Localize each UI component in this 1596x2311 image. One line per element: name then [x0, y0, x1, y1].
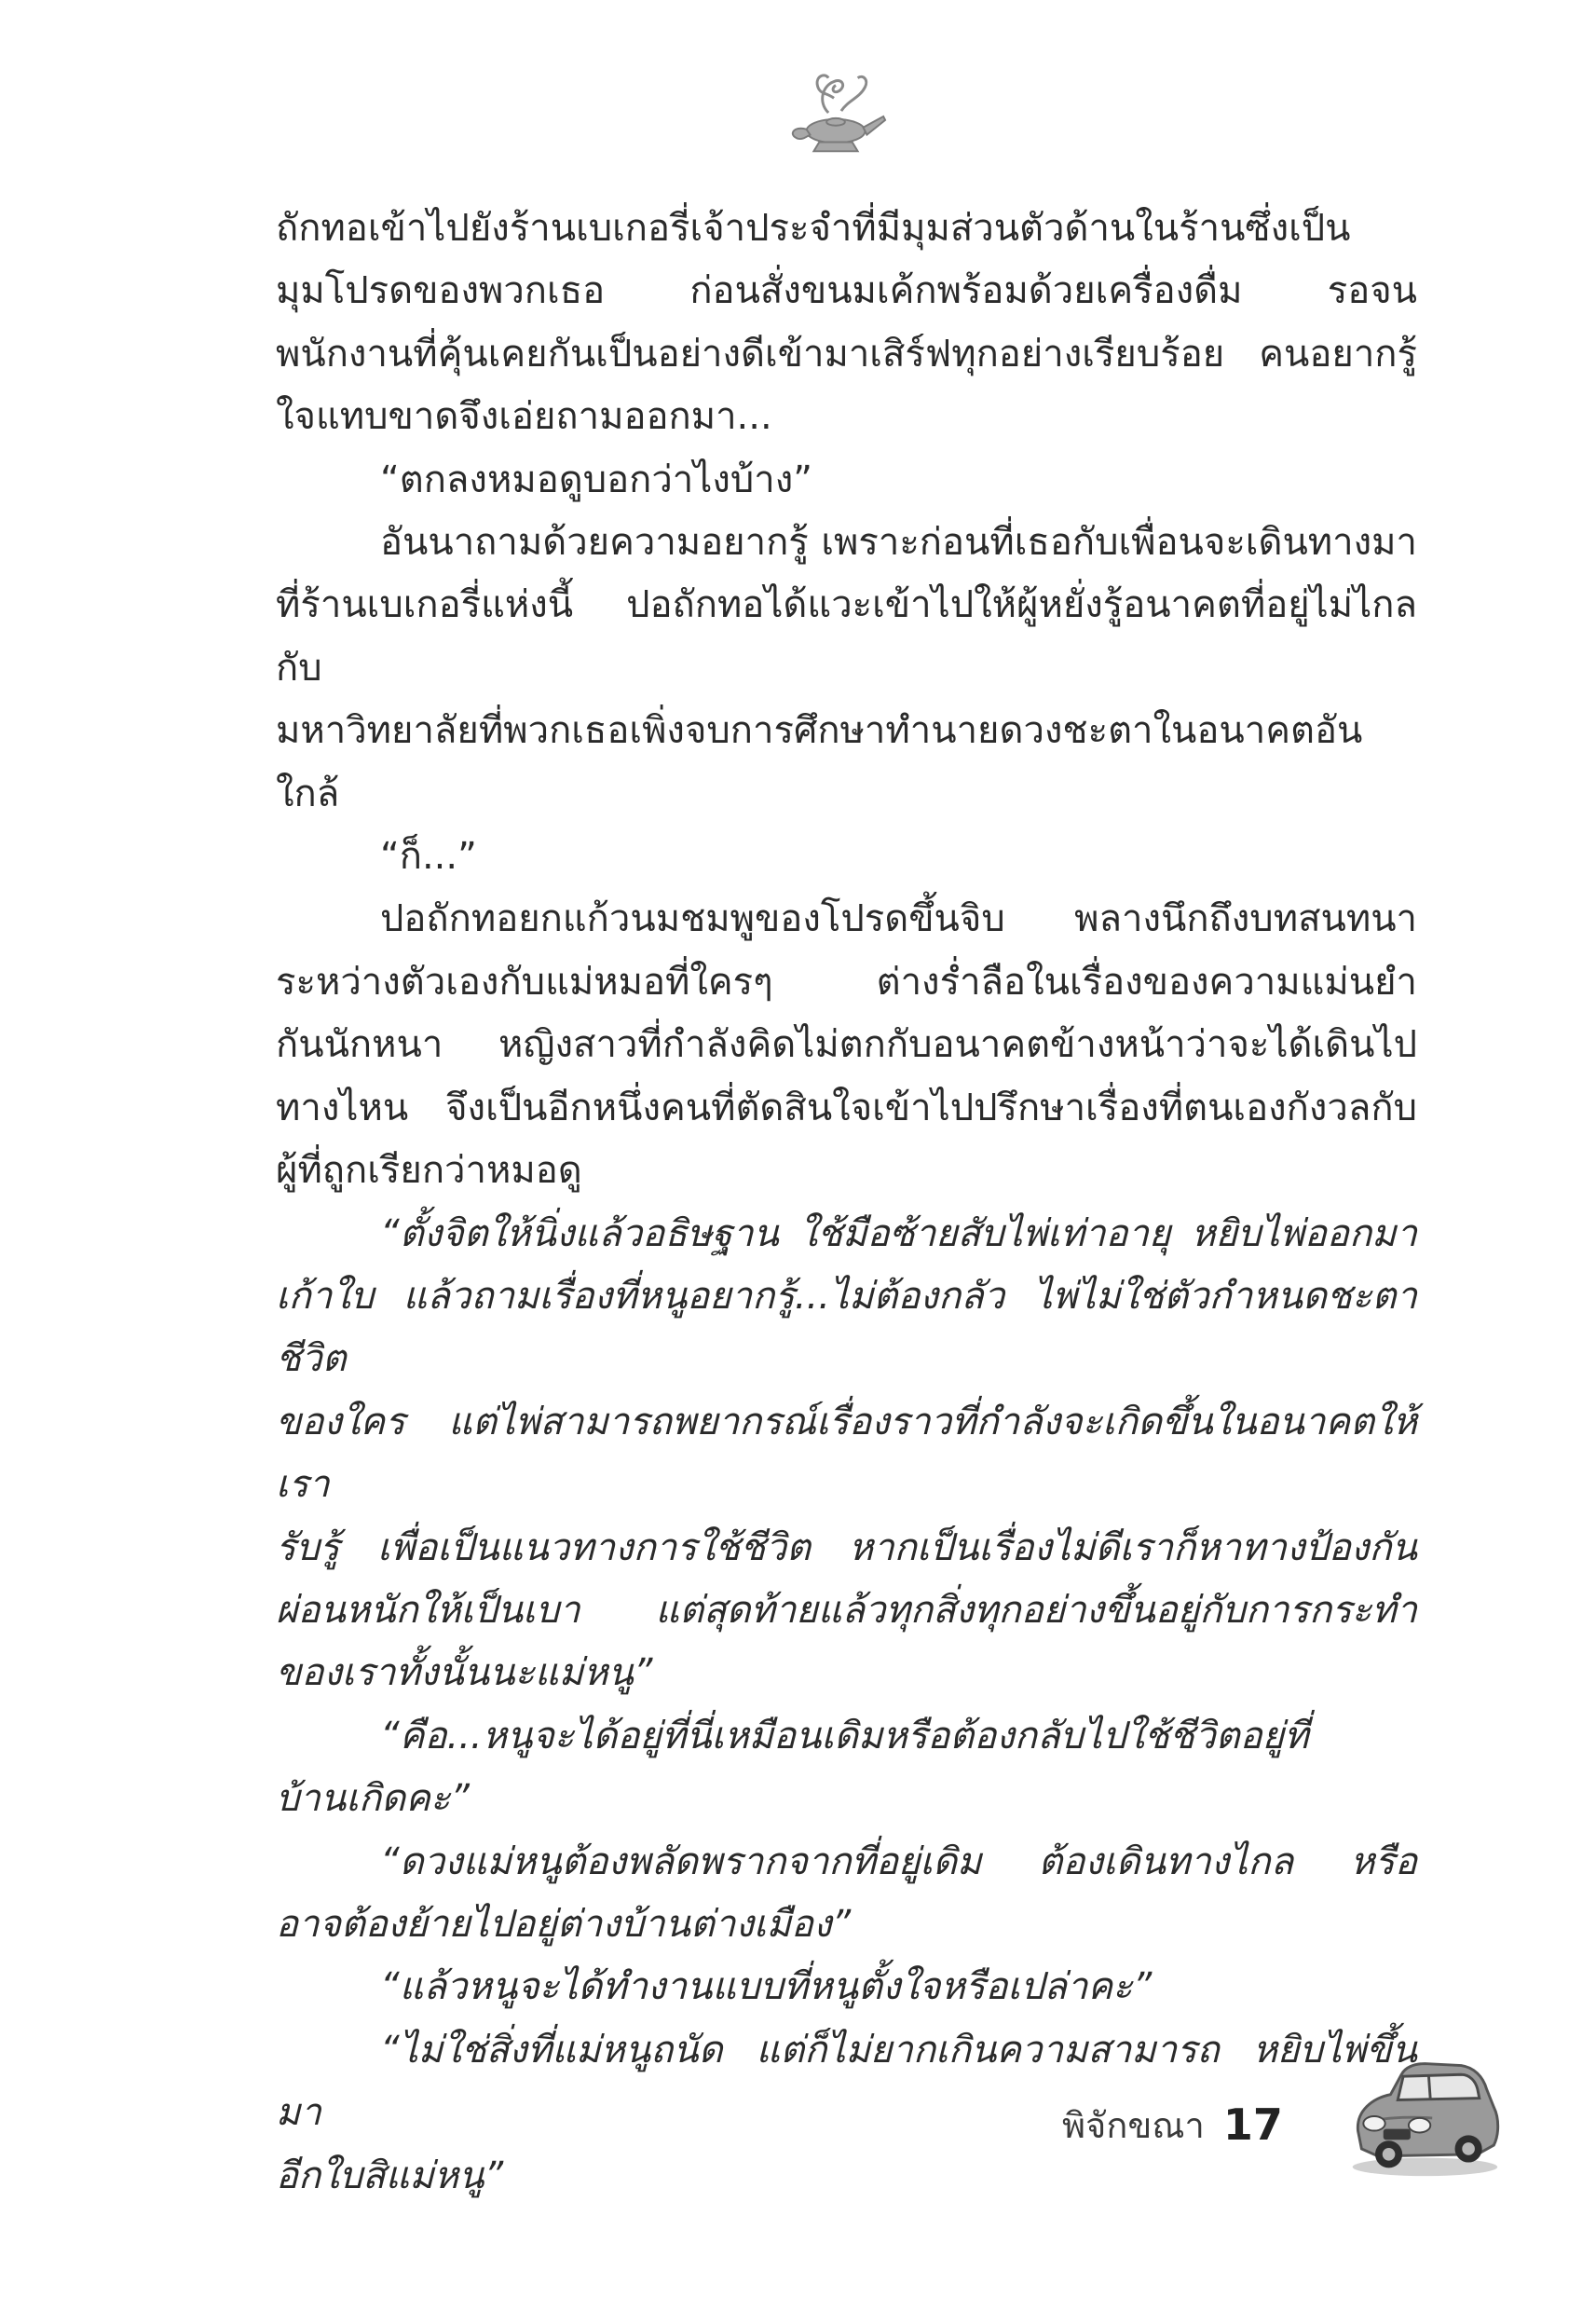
book-title: พิจักขณา	[1062, 2104, 1205, 2146]
text-line: มหาวิทยาลัยที่พวกเธอเพิ่งจบการศึกษาทำนายดวงชะตาในอนาคตอันใกล้	[276, 709, 1363, 815]
genie-lamp-icon	[781, 58, 891, 168]
text-line: อันนาถามด้วยความอยากรู้ เพราะก่อนที่เธอกับเพื่อนจะเดินทางมา	[380, 521, 1417, 565]
page-number: 17	[1222, 2099, 1283, 2150]
paragraph-2	[276, 449, 1417, 512]
text-line: กันนักหนา หญิงสาวที่กำลังคิดไม่ตกกับอนาคตข้างหน้าว่าจะได้เดินไป	[276, 1023, 1417, 1067]
paragraph-1	[276, 198, 1417, 449]
text-line: ปอถักทอยกแก้วนมชมพูของโปรดขึ้นจิบ พลางนึกถึงบทสนทนา	[380, 897, 1417, 941]
text-line: ใจแทบขาดจึงเอ่ยถามออกมา...	[276, 395, 772, 439]
text-line: ระหว่างตัวเองกับแม่หมอที่ใครๆ ต่างร่ำลือในเรื่องของความแม่นยำ	[276, 960, 1417, 1004]
text-line: “คือ...หนูจะได้อยู่ที่นี่เหมือนเดิมหรือต้องกลับไปใช้ชีวิตอยู่ที่	[380, 1714, 1309, 1757]
mini-car-icon	[1342, 2045, 1505, 2185]
text-line: “ไม่ใช่สิ่งที่แม่หนูถนัด แต่ก็ไม่ยากเกินความสามารถ หยิบไพ่ขึ้นมา	[276, 2028, 1417, 2135]
text-line: ทางไหน จึงเป็นอีกหนึ่งคนที่ตัดสินใจเข้าไปปรึกษาเรื่องที่ตนเองกังวลกับ	[276, 1086, 1417, 1129]
text-line: “ก็...”	[380, 835, 477, 879]
text-line: เก้าใบ แล้วถามเรื่องที่หนูอยากรู้...ไม่ต้องกลัว ไพ่ไม่ใช่ตัวกำหนดชะตาชีวิต	[276, 1274, 1417, 1381]
paragraph-7	[276, 1705, 1417, 1831]
text-line: อาจต้องย้ายไปอยู่ต่างบ้านต่างเมือง”	[276, 1902, 852, 1946]
text-line: มุมโปรดของพวกเธอ ก่อนสั่งขนมเค้กพร้อมด้วยเครื่องดื่ม รอจน	[276, 269, 1417, 313]
text-line: “ตั้งจิตให้นิ่งแล้วอธิษฐาน ใช้มือซ้ายสับไพ่เท่าอายุ หยิบไพ่ออกมา	[380, 1211, 1417, 1255]
paragraph-4	[276, 826, 1417, 888]
text-line: รับรู้ เพื่อเป็นแนวทางการใช้ชีวิต หากเป็นเรื่องไม่ดีเราก็หาทางป้องกัน	[276, 1525, 1417, 1569]
text-line: พนักงานที่คุ้นเคยกันเป็นอย่างดีเข้ามาเสิร์ฟทุกอย่างเรียบร้อย คนอยากรู้	[276, 332, 1417, 376]
text-line: ของใคร แต่ไพ่สามารถพยากรณ์เรื่องราวที่กำลังจะเกิดขึ้นในอนาคตให้เรา	[276, 1400, 1417, 1507]
text-line: ผู้ที่ถูกเรียกว่าหมอดู	[276, 1149, 582, 1193]
paragraph-8	[276, 1831, 1417, 1957]
text-line: ถักทอเข้าไปยังร้านเบเกอรี่เจ้าประจำที่มีมุมส่วนตัวด้านในร้านซึ่งเป็น	[276, 207, 1351, 250]
page-footer	[1062, 2087, 1283, 2162]
paragraph-9	[276, 1956, 1417, 2018]
text-line: “ตกลงหมอดูบอกว่าไงบ้าง”	[380, 458, 813, 501]
body-text	[276, 198, 1417, 2208]
paragraph-5	[276, 888, 1417, 1202]
text-line: อีกใบสิแม่หนู”	[276, 2154, 504, 2197]
text-line: “ดวงแม่หนูต้องพลัดพรากจากที่อยู่เดิม ต้องเดินทางไกล หรือ	[380, 1839, 1417, 1883]
text-line: “แล้วหนูจะได้ทำงานแบบที่หนูตั้งใจหรือเปล่าคะ”	[380, 1965, 1153, 2009]
text-line: ผ่อนหนักให้เป็นเบา แต่สุดท้ายแล้วทุกสิ่งทุกอย่างขึ้นอยู่กับการกระทำ	[276, 1588, 1417, 1632]
text-line: บ้านเกิดคะ”	[276, 1777, 471, 1821]
paragraph-3	[276, 512, 1417, 826]
text-line: ที่ร้านเบเกอรี่แห่งนี้ ปอถักทอได้แวะเข้าไปให้ผู้หยั่งรู้อนาคตที่อยู่ไม่ไกลกับ	[276, 583, 1417, 690]
paragraph-6	[276, 1203, 1417, 1705]
text-line: ของเราทั้งนั้นนะแม่หนู”	[276, 1651, 653, 1695]
